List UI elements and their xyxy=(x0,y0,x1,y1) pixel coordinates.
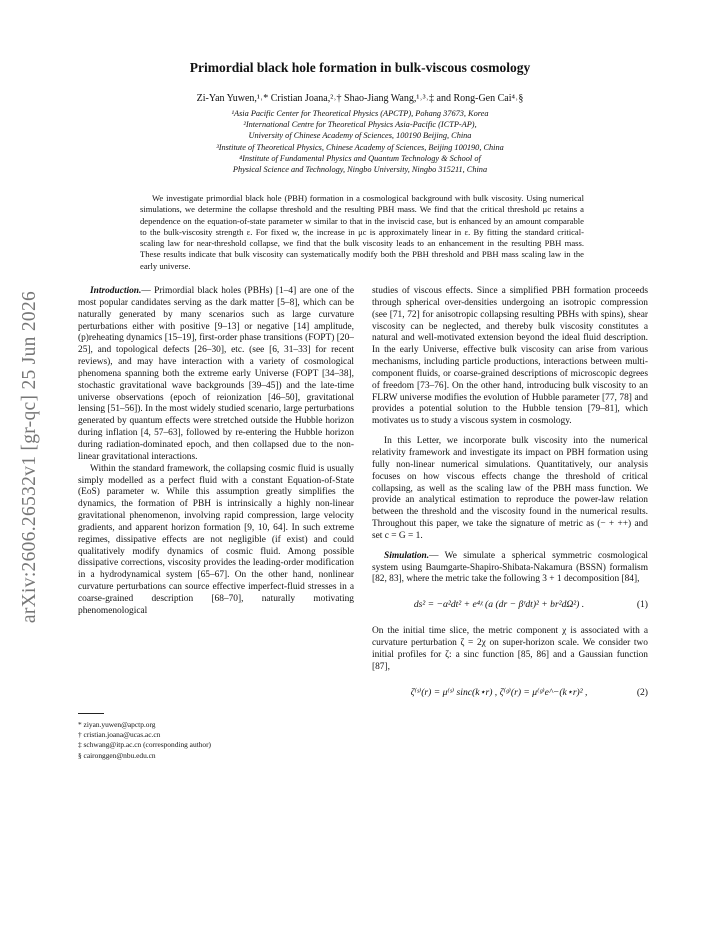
letter-paragraph: In this Letter, we incorporate bulk viscosity into the numerical relativity framework and investigate its impact on PBH formation using fully non-linear numerical simulations. Quantitatively, our analysis focuses on how viscous effects change the threshold of critical collapsing, as well as the scaling law of the PBH mass function. We provide an analytical estimation to reproduce the power-law relation between the threshold and the viscosity found in the numerical results. Throughout this paper, we take the signature of metric as (− + ++) and set c = G = 1. xyxy=(372,436,648,541)
affiliation-line: University of Chinese Academy of Sciences, 100190 Beijing, China xyxy=(248,131,472,141)
simulation-paragraph xyxy=(372,551,648,587)
author-list: Zi-Yan Yuwen,¹˒* Cristian Joana,²˒† Shao-Jiang Wang,¹˒³˒‡ and Rong-Gen Cai⁴˒§ xyxy=(196,93,524,104)
affiliation-line: Physical Science and Technology, Ningbo University, Ningbo 315211, China xyxy=(232,165,488,175)
introduction-heading: Introduction. xyxy=(90,286,142,296)
equation-1 xyxy=(372,592,648,620)
footnote-email: ‡ schwang@itp.ac.cn (corresponding author) xyxy=(78,740,212,750)
equation-2-number: (2) xyxy=(636,686,648,698)
equation-2 xyxy=(372,680,648,708)
paper-title: Primordial black hole formation in bulk-viscous cosmology xyxy=(189,60,531,75)
equation-1-number: (1) xyxy=(636,599,648,611)
footnote-rule xyxy=(78,713,104,714)
affiliation-line: ²International Centre for Theoretical Physics Asia-Pacific (ICTP-AP), xyxy=(243,120,477,130)
affiliation-line: ¹Asia Pacific Center for Theoretical Physics (APCTP), Pohang 37673, Korea xyxy=(231,109,489,118)
introduction-paragraph xyxy=(78,286,354,464)
simulation-text: — We simulate a spherical symmetric cosmological system using Baumgarte-Shapiro-Shibata-Nakamura (BSSN) formalism [82, 83], where the metric take the following 3 + 1 decomposition [84], xyxy=(372,550,648,585)
abstract: We investigate primordial black hole (PBH) formation in a cosmological background with bulk viscosity. Using numerical simulations, we determine the collapse threshold and the resulting PBH mass. We find that the critical threshold μc retains a dependence on the equation-of-state parameter w similar to that in the inviscid case, but is enhanced by an amount comparable to the bulk-viscosity strength ε. For fixed w, the increase in μc is approximately linear in ε. By fitting the standard critical-scaling law for near-threshold collapse, we find that the bulk viscosity leads to an enhancement in the resulting PBH mass. These results indicate that bulk viscosity can systematically modify both the PBH threshold and PBH mass scaling law in the early universe. xyxy=(140,193,584,271)
framework-paragraph: Within the standard framework, the collapsing cosmic fluid is usually simply modelled as a perfect fluid with a constant Equation-of-State (EoS) parameter w. While this assumption greatly simplifies the dynamics, the formation of PBH is intrinsically a highly non-linear gravitational phenomenon, involving rapid compression, large velocity gradients, and apparent horizon formation [9, 10, 64]. In such extreme regimes, dissipative effects are not negligible (if exist) and could qualitatively modify dynamics of cosmic fluid. Among possible dissipative corrections, viscosity provides the leading-order modification in a hydrodynamical system [65–67]. On the other hand, nonlinear curvature perturbations can source effective imperfect-fluid stresses in a coarse-grained description [68–70], naturally motivating phenomenological xyxy=(78,463,354,616)
affiliations xyxy=(80,108,640,175)
equation-2-body: ζ⁽ˢ⁾(r) = μ⁽ˢ⁾ sinc(k⋆r) , ζ⁽ᵍ⁾(r) = μ⁽ᵍ⁾e^−(k⋆r)² , xyxy=(410,686,588,698)
affiliation-line: ³Institute of Theoretical Physics, Chinese Academy of Sciences, Beijing 100190, China xyxy=(216,142,504,152)
left-column xyxy=(78,286,354,618)
right-column xyxy=(372,286,648,714)
footnotes xyxy=(78,720,354,761)
simulation-heading: Simulation. xyxy=(384,550,430,561)
footnote-email: * ziyan.yuwen@apctp.org xyxy=(78,720,156,729)
equation-1-body: ds² = −α²dt² + e⁴ᵡ (a (dr − βʳdt)² + br²dΩ²) . xyxy=(413,599,585,611)
affiliation-line: ⁴Institute of Fundamental Physics and Quantum Technology & School of xyxy=(239,153,481,163)
footnote-email: § caironggen@nbu.edu.cn xyxy=(78,750,156,760)
arxiv-stamp-text: arXiv:2606.26532v1 [gr-qc] 25 Jun 2026 xyxy=(19,290,40,624)
arxiv-stamp xyxy=(4,262,56,652)
introduction-text: — Primordial black holes (PBHs) [1–4] are one of the most popular candidates serving as the dark matter [5–8], which can be naturally generated by many scenarios such as large curvature perturbations either with positive [9–13] or negative [14] amplitude, (p)reheating dynamics [15–19], first-order phase transitions (FOPT) [20–25], and topological defects [26–30], etc. (see [6, 31–33] for recent reviews), and may have interaction with a variety of cosmological phenomena spanning both the extreme early Universe (FOPT [34–38], stochastic gravitational wave backgrounds [39–45]) and the late-time universe observations (epoch of reionization [46–50], gravitational lensing [51–56]). In the most widely studied scenario, large perturbations generated by quantum effects were stretched outside the Hubble horizon during inflation [4, 57–63], followed by re-entering the Hubble horizon during radiation-dominated epoch, and then collapsed due to the non-linear gravitational interactions. xyxy=(78,286,354,462)
footnote-email: † cristian.joana@ucas.ac.cn xyxy=(78,730,161,740)
viscous-effects-paragraph: studies of viscous effects. Since a simplified PBH formation proceeds through spherical over-densities undergoing an isotropic compression (see [71, 72] for anisotropic collapsing resulting PBHs with spins), shear viscosity can be neglected, and thereby bulk viscosity constitutes a natural and well-motivated extension beyond the ideal fluid description. In the early Universe, effective bulk viscosity can arise from various mechanisms, including particle productions, interactions between multi-component fluids, or coarse-grained descriptions of microscopic degrees of freedom [73–76]. On the other hand, introducing bulk viscosity to an FLRW universe modifies the evolution of Hubble parameter [77, 78] and provides a potential solution to the Hubble tension [79–81], which motivates us to study a viscous system in cosmology. xyxy=(372,286,648,427)
initial-profile-paragraph: On the initial time slice, the metric component χ is associated with a curvature perturbation ζ = 2χ on super-horizon scale. We consider two initial profiles for ζ: a sinc function [85, 86] and a Gaussian function [87], xyxy=(372,626,648,672)
